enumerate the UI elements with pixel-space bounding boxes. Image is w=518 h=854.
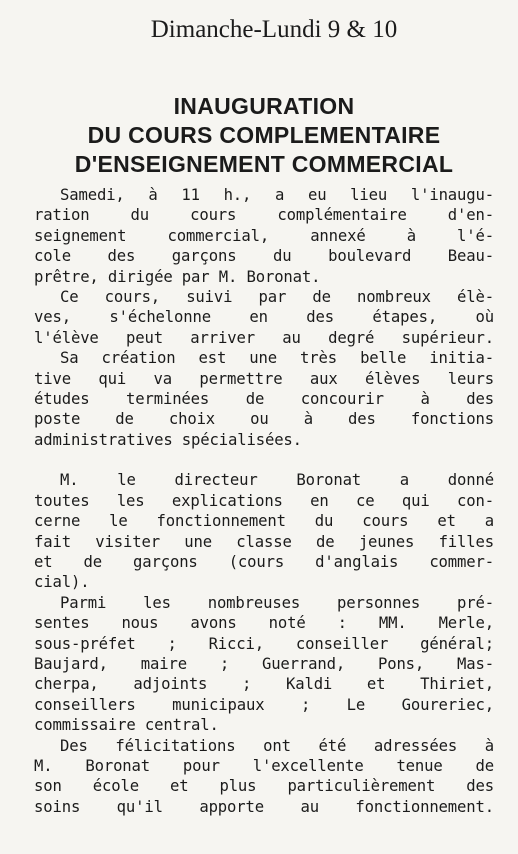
text-line: cial).: [34, 573, 90, 592]
text-line: M. Boronat pour l'excellente tenue de: [34, 756, 494, 775]
text-line: Sa création est une très belle initia-: [60, 349, 494, 368]
text-line: soins qu'il apporte au fonctionnement.: [34, 797, 494, 816]
text-line: cerne le fonctionnement du cours et a: [34, 512, 494, 531]
text-line: cole des garçons du boulevard Beau-: [34, 247, 494, 266]
text-line: fait visiter une classe de jeunes filles: [34, 532, 494, 551]
text-line: poste de choix ou à des fonctions: [34, 410, 494, 429]
paragraph-2: [34, 287, 494, 348]
text-line: Ce cours, suivi par de nombreux élè-: [60, 288, 494, 307]
text-line: Baujard, maire ; Guerrand, Pons, Mas-: [34, 654, 494, 673]
text-line: son école et plus particulièrement des: [34, 777, 494, 796]
text-line: administratives spécialisées.: [34, 430, 302, 449]
text-line: toutes les explications en ce qui con-: [34, 491, 494, 510]
text-line: commissaire central.: [34, 716, 219, 735]
headline: [34, 92, 494, 179]
headline-line-2: DU COURS COMPLEMENTAIRE: [87, 122, 441, 148]
paragraph-4: [34, 470, 494, 592]
text-line: cherpa, adjoints ; Kaldi et Thiriet,: [34, 675, 494, 694]
text-line: ves, s'échelonne en des étapes, où: [34, 308, 494, 327]
text-line: Parmi les nombreuses personnes pré-: [60, 593, 494, 612]
paragraph-1: [34, 185, 494, 287]
text-line: l'élève peut arriver au degré supérieur.: [34, 328, 494, 347]
text-line: M. le directeur Boronat a donné: [60, 471, 494, 490]
dateline: Dimanche-Lundi 9 & 10: [150, 16, 398, 43]
text-line: Des félicitations ont été adressées à: [60, 736, 494, 755]
paragraph-3: [34, 348, 494, 450]
text-line: Samedi, à 11 h., a eu lieu l'inaugu-: [60, 186, 494, 204]
headline-line-1: INAUGURATION: [173, 93, 355, 119]
article-body: [34, 185, 494, 817]
text-line: seignement commercial, annexé à l'é-: [34, 226, 494, 245]
text-line: tive qui va permettre aux élèves leurs: [34, 369, 494, 388]
paragraph-5: [34, 593, 494, 736]
text-line: sous-préfet ; Ricci, conseiller général;: [34, 634, 494, 653]
text-line: sentes nous avons noté : MM. Merle,: [34, 614, 494, 633]
text-line: conseillers municipaux ; Le Goureriec,: [34, 695, 494, 714]
text-line: prêtre, dirigée par M. Boronat.: [34, 267, 321, 286]
paragraph-6: [34, 736, 494, 818]
headline-line-3: D'ENSEIGNEMENT COMMERCIAL: [74, 151, 454, 177]
text-line: et de garçons (cours d'anglais commer-: [34, 552, 494, 571]
text-line: études terminées de concourir à des: [34, 390, 494, 409]
text-line: ration du cours complémentaire d'en-: [34, 206, 494, 225]
